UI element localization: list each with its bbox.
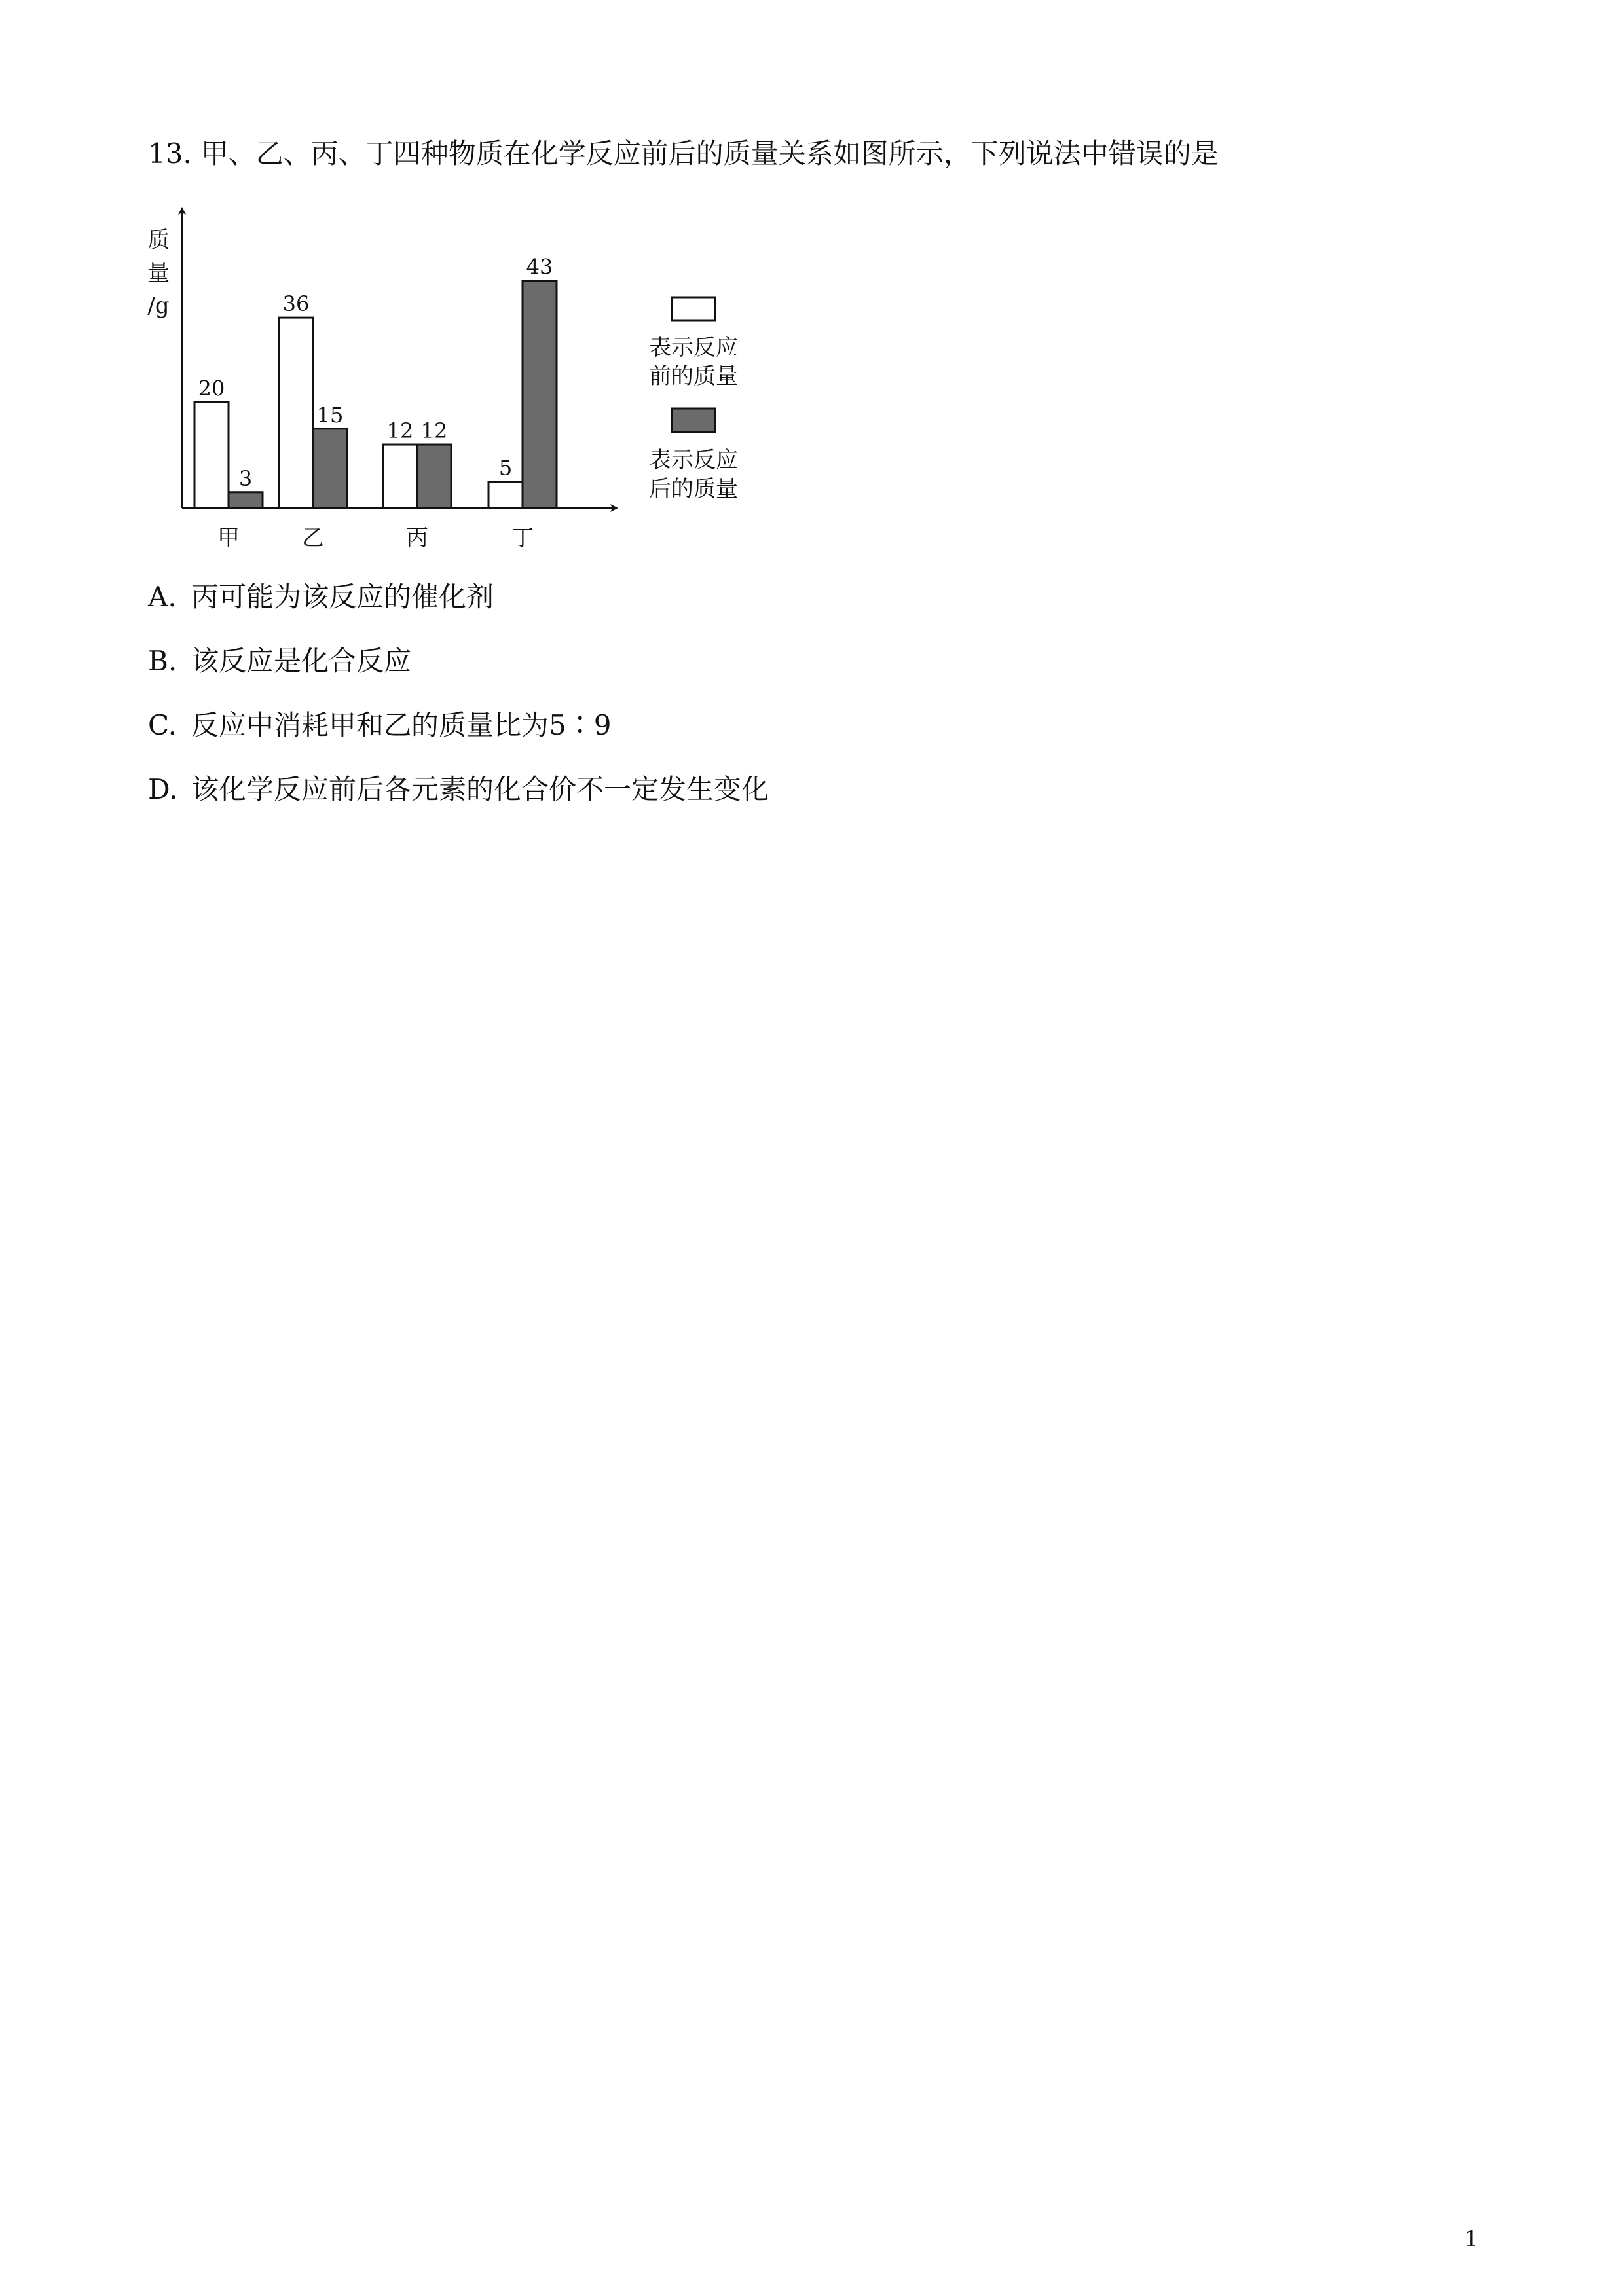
option-d-text: 该化学反应前后各元素的化合价不一定发生变化 [191,773,769,805]
bar-value-label-4-after: 43 [526,254,553,280]
question-text: 甲、乙、丙、丁四种物质在化学反应前后的质量关系如图所示，下列说法中错误的是 [200,137,1219,170]
page-number: 1 [1464,2226,1479,2252]
option-c [148,706,611,745]
bar-value-label-1-before: 20 [198,376,225,401]
legend-after-line-2: 后的质量 [649,476,738,502]
category-label-1: 甲 [217,525,240,551]
option-b-letter: B. [148,645,177,677]
option-c-letter: C. [148,709,177,741]
legend-swatch-before [672,297,715,321]
option-a [148,577,494,617]
bar-value-label-3-before: 12 [386,418,414,444]
option-b-text: 该反应是化合反应 [191,645,412,677]
y-axis-label-char-2: 量 [147,260,170,286]
bar-2-after [313,429,347,508]
category-label-3: 丙 [406,525,428,551]
bar-chart [138,196,786,563]
bar-value-label-1-after: 3 [238,465,253,491]
option-b [148,642,411,681]
bar-1-before [194,402,229,508]
legend [649,297,738,502]
option-a-letter: A. [148,581,177,613]
legend-after-line-1: 表示反应 [649,447,738,473]
legend-before-line-1: 表示反应 [649,335,738,361]
bar-4-after [523,281,557,508]
bar-2-before [279,318,313,508]
bar-value-label-2-before: 36 [282,291,310,317]
category-label-2: 乙 [302,525,324,551]
bar-value-label-2-after: 15 [316,402,344,428]
option-d-letter: D. [148,773,178,805]
question-number: 13. [148,137,192,170]
legend-before-line-2: 前的质量 [649,363,738,390]
category-label-4: 丁 [511,525,534,551]
bar-1-after [229,492,263,508]
y-axis-label-char-3: /g [147,293,170,319]
bar-3-before [383,445,417,508]
bar-value-label-4-before: 5 [498,455,513,481]
option-d [148,770,769,809]
legend-swatch-after [672,409,715,432]
bar-value-label-3-after: 12 [420,418,448,444]
bar-4-before [489,482,523,508]
option-c-text: 反应中消耗甲和乙的质量比为5∶9 [191,709,612,741]
bar-3-after [417,445,451,508]
bars-group [194,255,557,551]
question-stem [148,134,1219,173]
y-axis-label-char-1: 质 [147,227,170,253]
option-a-text: 丙可能为该反应的催化剂 [191,581,494,613]
